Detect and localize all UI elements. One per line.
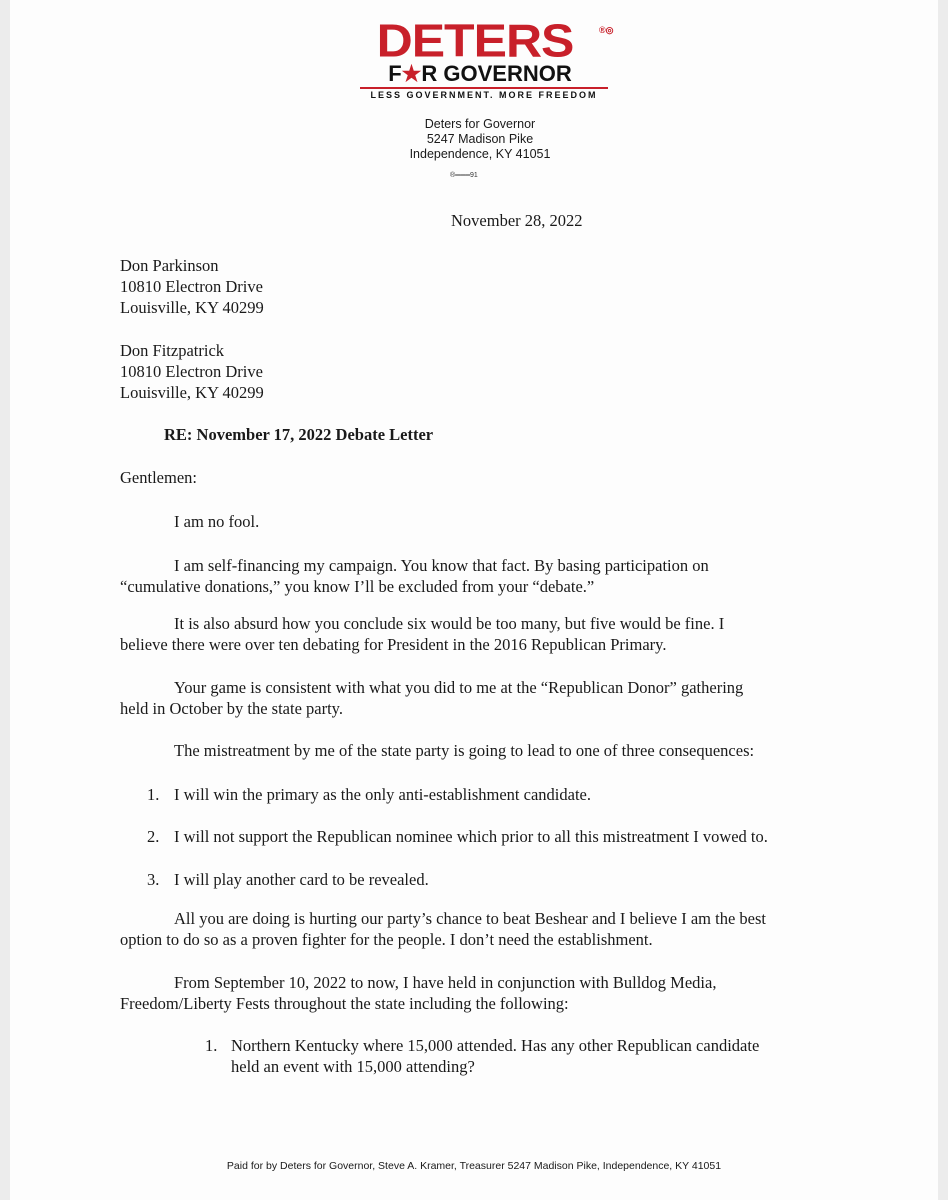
list-item-3-text: I will play another card to be revealed. bbox=[174, 870, 429, 889]
paragraph-5: The mistreatment by me of the state party is going to lead to one of three consequences: bbox=[174, 741, 755, 760]
letter-page bbox=[10, 0, 938, 1200]
list-item-1-number: 1. bbox=[147, 785, 160, 804]
paragraph-3-line-2: believe there were over ten debating for President in the 2016 Republican Primary. bbox=[120, 635, 667, 654]
paragraph-1: I am no fool. bbox=[174, 512, 260, 531]
recipient-2-street: 10810 Electron Drive bbox=[120, 362, 263, 381]
recipient-1-street: 10810 Electron Drive bbox=[120, 277, 263, 296]
paragraph-7-line-1: From September 10, 2022 to now, I have held in conjunction with Bulldog Media, bbox=[174, 973, 717, 992]
paragraph-6-line-2: option to do so as a proven fighter for the people. I don’t need the establishment. bbox=[120, 930, 653, 949]
list-item-2-text: I will not support the Republican nominee which prior to all this mistreatment I vowed to. bbox=[174, 827, 768, 846]
logo-star-icon: ★ bbox=[401, 61, 422, 86]
logo-divider bbox=[360, 87, 608, 89]
paragraph-4-line-1: Your game is consistent with what you did to me at the “Republican Donor” gathering bbox=[174, 678, 744, 697]
recipient-2-name: Don Fitzpatrick bbox=[120, 341, 225, 360]
subject-line: RE: November 17, 2022 Debate Letter bbox=[164, 425, 434, 444]
logo-office bbox=[350, 62, 610, 86]
logo-registered-mark: ®◎ bbox=[599, 25, 614, 35]
paragraph-7-line-2: Freedom/Liberty Fests throughout the state including the following: bbox=[120, 994, 569, 1013]
list-item-3-number: 3. bbox=[147, 870, 160, 889]
logo-office-text: F★R GOVERNOR bbox=[388, 61, 572, 86]
sender-org: Deters for Governor bbox=[424, 117, 536, 131]
salutation: Gentlemen: bbox=[120, 468, 197, 487]
event-item-1-number: 1. bbox=[205, 1036, 218, 1055]
event-item-1-line-1: Northern Kentucky where 15,000 attended. Has any other Republican candidate bbox=[231, 1036, 760, 1055]
paragraph-3-line-1: It is also absurd how you conclude six would be too many, but five would be fine. I bbox=[174, 614, 725, 633]
recipient-2-city: Louisville, KY 40299 bbox=[120, 383, 264, 402]
paragraph-2-line-1: I am self-financing my campaign. You know that fact. By basing participation on bbox=[174, 556, 709, 575]
list-item-1-text: I will win the primary as the only anti-establishment candidate. bbox=[174, 785, 591, 804]
letter-date: November 28, 2022 bbox=[451, 211, 583, 230]
paid-for-disclaimer: Paid for by Deters for Governor, Steve A. Kramer, Treasurer 5247 Madison Pike, Independence, KY 41051 bbox=[226, 1160, 722, 1172]
paragraph-2-line-2: “cumulative donations,” you know I’ll be excluded from your “debate.” bbox=[120, 577, 595, 596]
sender-street: 5247 Madison Pike bbox=[426, 132, 534, 146]
sender-city: Independence, KY 41051 bbox=[409, 147, 551, 161]
logo-tagline: LESS GOVERNMENT. MORE FREEDOM bbox=[370, 90, 598, 100]
recipient-1-city: Louisville, KY 40299 bbox=[120, 298, 264, 317]
event-item-1-line-2: held an event with 15,000 attending? bbox=[231, 1057, 475, 1076]
paragraph-4-line-2: held in October by the state party. bbox=[120, 699, 343, 718]
recipient-1-name: Don Parkinson bbox=[120, 256, 219, 275]
list-item-2-number: 2. bbox=[147, 827, 160, 846]
logo-name: DETERS bbox=[376, 15, 574, 67]
paragraph-6-line-1: All you are doing is hurting our party’s chance to beat Beshear and I believe I am the best bbox=[174, 909, 766, 928]
union-bug-icon: ®═══91 bbox=[450, 172, 478, 179]
